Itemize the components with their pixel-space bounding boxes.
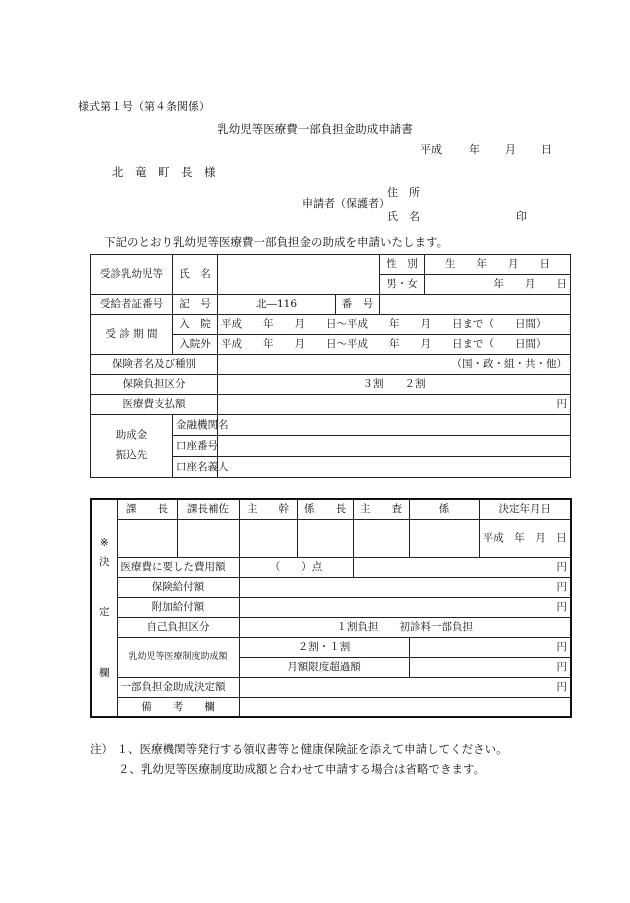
sex-options[interactable]: 男・女	[380, 275, 425, 295]
decision-table	[90, 498, 572, 718]
period-label: 受 診 期 間	[91, 315, 173, 355]
account-field[interactable]	[218, 436, 571, 457]
stamp-kakari[interactable]	[409, 519, 479, 557]
date-era: 平成	[420, 143, 442, 156]
additional-label: 附加給付額	[117, 597, 239, 617]
date-month: 月	[505, 143, 516, 156]
payment-label: 医療費支払額	[91, 395, 218, 415]
payment-field[interactable]: 円	[218, 395, 571, 415]
decision-date-value[interactable]: 平成 年 月 日	[479, 519, 571, 557]
additional-field[interactable]: 円	[239, 597, 571, 617]
stamp-kacho[interactable]	[117, 519, 177, 557]
seal-mark: 印	[516, 210, 527, 223]
name-label: 氏 名	[387, 210, 420, 223]
applicant-label: 申請者（保護者）	[302, 197, 390, 210]
note-1	[90, 741, 508, 757]
insurer-label: 保険者名及び種別	[91, 355, 218, 375]
decision-date-label: 決定年月日	[479, 499, 571, 519]
burden-label: 保険負担区分	[91, 375, 218, 395]
intro-text: 下記のとおり乳幼児等医療費一部負担金の助成を申請いたします。	[104, 235, 449, 249]
burden-values[interactable]: ３割 ２割	[218, 375, 571, 395]
side-char-1: 決	[99, 555, 110, 568]
transfer-label-1: 助成金	[115, 429, 148, 442]
subsidy-label: 乳幼児等医療制度助成額	[117, 637, 239, 677]
symbol-value[interactable]: 北―116	[218, 295, 336, 315]
cost-yen[interactable]: 円	[353, 557, 571, 577]
insurance-label: 保険給付額	[117, 577, 239, 597]
cert-number-label: 受給者証番号	[91, 295, 173, 315]
cost-value[interactable]: （ ）点	[239, 557, 353, 577]
insurance-field[interactable]: 円	[239, 577, 571, 597]
subsidy-row1-label: ２割・１割	[239, 637, 409, 657]
bank-field[interactable]	[218, 415, 571, 436]
number-label: 番 号	[336, 295, 380, 315]
addressee: 北 竜 町 長 様	[112, 165, 216, 179]
role-kacho: 課 長	[117, 499, 177, 519]
note-prefix: 注）	[90, 742, 113, 756]
patient-label: 受診乳幼児等	[91, 255, 173, 295]
role-shusa: 主 査	[353, 499, 409, 519]
role-kachohosa: 課長補佐	[177, 499, 239, 519]
inpatient-label: 入 院	[173, 315, 218, 335]
applicant-table	[90, 254, 571, 478]
decided-field[interactable]: 円	[239, 677, 571, 697]
note-1-text: １、医療機関等発行する領収書等と健康保険証を添えて申請してください。	[116, 742, 508, 756]
transfer-label	[91, 415, 173, 478]
stamp-shusa[interactable]	[353, 519, 409, 557]
holder-field[interactable]	[218, 457, 571, 478]
cost-label: 医療費に要した費用額	[117, 557, 239, 577]
self-burden-value[interactable]: １割負担 初診料一部負担	[239, 617, 571, 637]
birth-label: 生 年 月 日	[425, 255, 571, 275]
stamp-kachohosa[interactable]	[177, 519, 239, 557]
transfer-label-2: 振込先	[115, 449, 148, 461]
address-label: 住 所	[387, 186, 420, 199]
date-line	[420, 141, 552, 157]
inpatient-period-field[interactable]: 平成 年 月 日～平成 年 月 日まで（ 日間）	[218, 315, 571, 335]
side-mark: ※	[99, 537, 109, 549]
remarks-label: 備 考 欄	[117, 697, 239, 717]
subsidy-row2-label: 月額限度超過額	[239, 657, 409, 677]
date-day: 日	[541, 143, 552, 156]
stamp-shukan[interactable]	[239, 519, 297, 557]
subsidy-row2-field[interactable]: 円	[409, 657, 571, 677]
sex-label: 性 別	[380, 255, 425, 275]
bank-label: 金融機関名	[173, 415, 218, 436]
holder-label: 口座名義人	[173, 457, 218, 478]
subsidy-row1-field[interactable]: 円	[409, 637, 571, 657]
decided-label: 一部負担金助成決定額	[117, 677, 239, 697]
form-number: 様式第１号（第４条関係）	[78, 100, 210, 113]
decision-side-label	[91, 499, 117, 717]
symbol-label: 記 号	[173, 295, 218, 315]
side-char-3: 欄	[99, 666, 110, 679]
remarks-field[interactable]	[239, 697, 571, 717]
patient-name-label: 氏 名	[173, 255, 218, 295]
role-kakaricho: 係 長	[297, 499, 353, 519]
patient-name-field[interactable]	[218, 255, 380, 295]
account-label: 口座番号	[173, 436, 218, 457]
insurer-types[interactable]: （国・政・組・共・他）	[218, 355, 571, 375]
role-kakari: 係	[409, 499, 479, 519]
side-char-2: 定	[99, 606, 110, 618]
self-burden-label: 自己負担区分	[117, 617, 239, 637]
birth-date-field[interactable]: 年 月 日	[425, 275, 571, 295]
form-title: 乳幼児等医療費一部負担金助成申請書	[217, 122, 413, 136]
outpatient-period-field[interactable]: 平成 年 月 日～平成 年 月 日まで（ 日間）	[218, 335, 571, 355]
stamp-kakaricho[interactable]	[297, 519, 353, 557]
note-2: ２、乳幼児等医療制度助成額と合わせて申請する場合は省略できます。	[118, 762, 486, 776]
number-field[interactable]	[380, 295, 571, 315]
outpatient-label: 入院外	[173, 335, 218, 355]
role-shukan: 主 幹	[239, 499, 297, 519]
date-year: 年	[469, 143, 480, 156]
